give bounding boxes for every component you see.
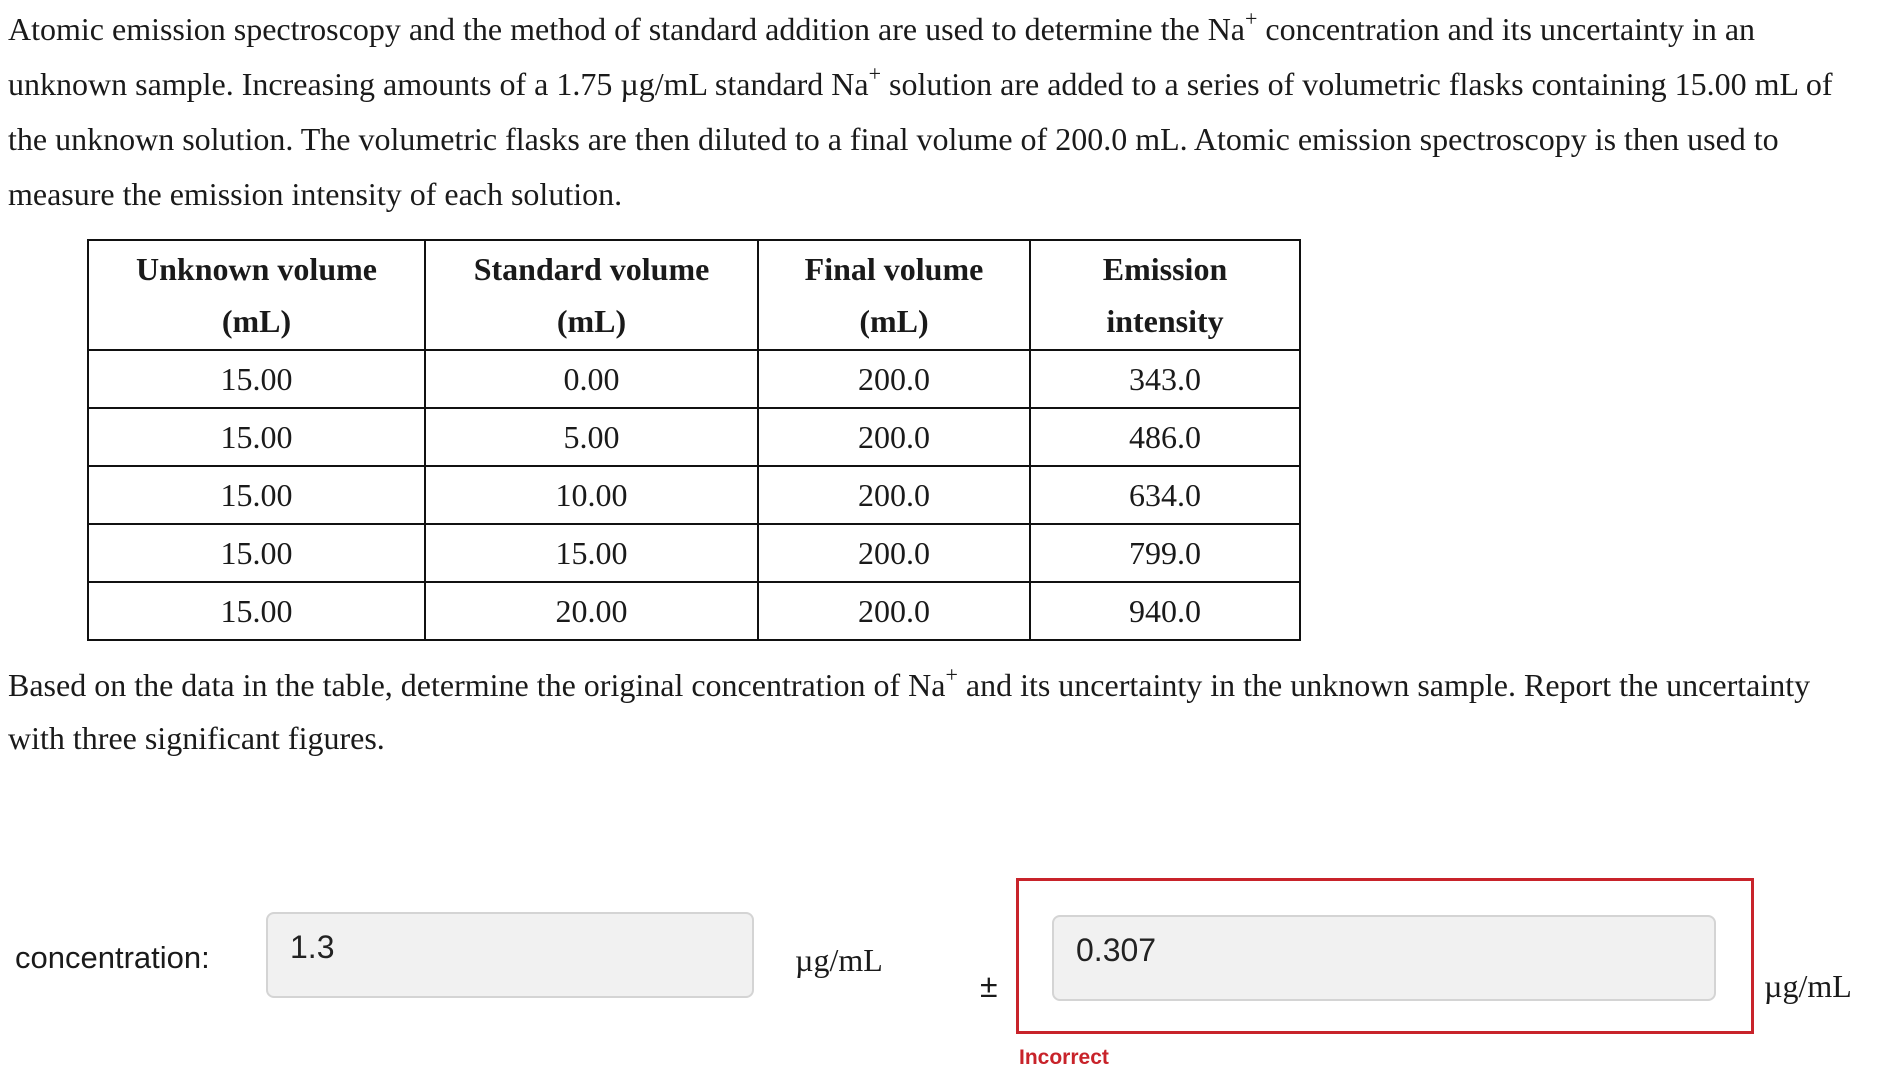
problem-intro — [8, 2, 1838, 222]
table-cell: 200.0 — [758, 350, 1030, 408]
intro-text-1: Atomic emission spectroscopy and the method of standard addition are used to determine the Na — [8, 11, 1245, 47]
table-cell: 799.0 — [1030, 524, 1300, 582]
table-row — [88, 350, 1300, 408]
header-final-volume — [758, 240, 1030, 350]
intro-superscript-1: + — [1245, 6, 1258, 32]
table-cell: 200.0 — [758, 408, 1030, 466]
intro-superscript-2: + — [868, 61, 882, 87]
intro-text-2: concentration and its uncertainty in an unknown sample. Increasing amounts of a 1.75 µg/mL standard Na — [8, 11, 1756, 102]
header-label: Standard volume — [473, 251, 710, 287]
table-row — [88, 466, 1300, 524]
table-row — [88, 582, 1300, 640]
concentration-input[interactable]: 1.3 — [266, 912, 754, 998]
header-label: Unknown volume — [136, 251, 377, 287]
header-unknown-volume — [88, 240, 425, 350]
table-cell: 200.0 — [758, 466, 1030, 524]
table-cell: 200.0 — [758, 582, 1030, 640]
table-header-row — [88, 240, 1300, 350]
header-label: Final volume — [804, 251, 984, 287]
table-cell: 10.00 — [425, 466, 758, 524]
table-cell: 15.00 — [88, 524, 425, 582]
header-label: (mL) — [556, 303, 627, 339]
table-cell: 15.00 — [88, 408, 425, 466]
table-cell: 486.0 — [1030, 408, 1300, 466]
data-table — [87, 239, 1301, 641]
table-cell: 15.00 — [88, 582, 425, 640]
table-cell: 940.0 — [1030, 582, 1300, 640]
uncertainty-input[interactable]: 0.307 — [1052, 915, 1716, 1001]
table-cell: 634.0 — [1030, 466, 1300, 524]
question-text-2: and its uncertainty in the unknown sample. Report the uncertainty with three significant figures. — [8, 667, 1811, 756]
table-cell: 5.00 — [425, 408, 758, 466]
question-superscript: + — [945, 662, 958, 688]
header-label: (mL) — [859, 303, 929, 339]
table-row — [88, 408, 1300, 466]
header-standard-volume — [425, 240, 758, 350]
question-prompt — [8, 659, 1868, 765]
table-cell: 15.00 — [88, 350, 425, 408]
table-cell: 200.0 — [758, 524, 1030, 582]
concentration-unit: µg/mL — [795, 942, 883, 978]
table-cell: 20.00 — [425, 582, 758, 640]
header-label: intensity — [1106, 303, 1224, 339]
concentration-label: concentration: — [15, 940, 210, 975]
uncertainty-unit: µg/mL — [1764, 968, 1852, 1004]
header-label: Emission — [1102, 251, 1228, 287]
incorrect-feedback: Incorrect — [1019, 1046, 1109, 1069]
plus-minus-symbol: ± — [980, 968, 998, 1004]
header-emission-intensity — [1030, 240, 1300, 350]
question-text-1: Based on the data in the table, determine the original concentration of Na — [8, 667, 946, 703]
intro-text-3: solution are added to a series of volumetric flasks containing 15.00 mL of the unknown solution. The volumetric flasks are then diluted to a final volume of 200.0 mL. Atomic emission spectroscopy is then used to measure the emission intensity of each solution. — [8, 66, 1833, 212]
table-cell: 15.00 — [425, 524, 758, 582]
table-cell: 343.0 — [1030, 350, 1300, 408]
header-label: (mL) — [221, 303, 292, 339]
table-cell: 15.00 — [88, 466, 425, 524]
table-row — [88, 524, 1300, 582]
table-cell: 0.00 — [425, 350, 758, 408]
